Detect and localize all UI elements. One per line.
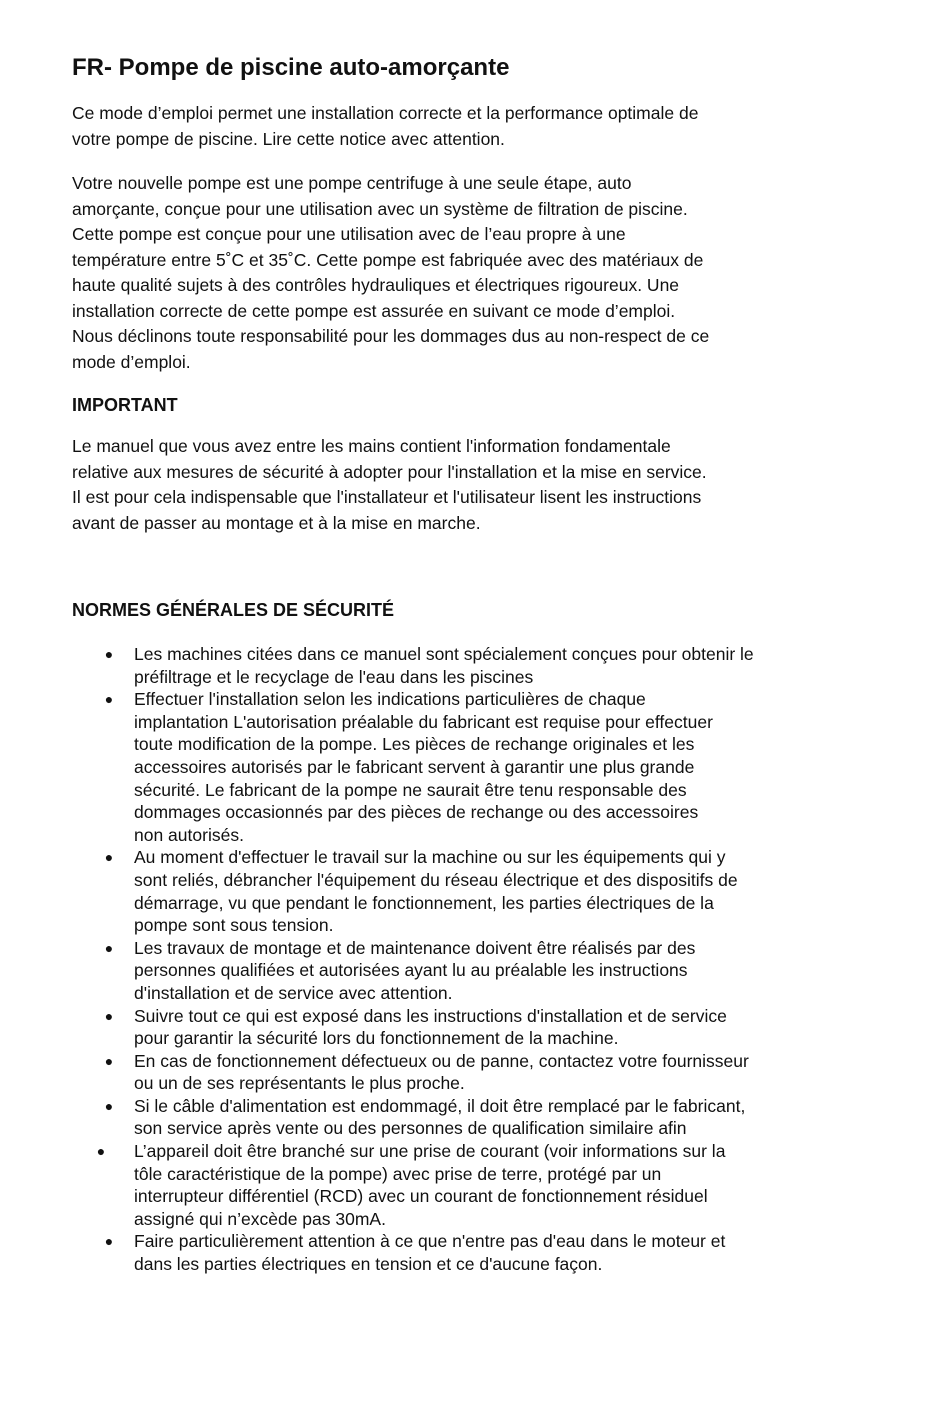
safety-item-line: Les travaux de montage et de maintenance doivent être réalisés par des <box>134 937 696 958</box>
safety-item-line: ou un de ses représentants le plus proche. <box>134 1073 465 1094</box>
important-line: Il est pour cela indispensable que l'installateur et l'utilisateur lisent les instructions <box>72 487 702 507</box>
safety-item-line: d'installation et de service avec attention. <box>134 982 453 1003</box>
safety-heading: NORMES GÉNÉRALES DE SÉCURITÉ <box>72 600 395 620</box>
safety-item-line: tôle caractéristique de la pompe) avec prise de terre, protégé par un <box>134 1163 662 1184</box>
important-line: avant de passer au montage et à la mise en marche. <box>72 512 481 533</box>
safety-list-item <box>72 846 852 936</box>
bullet-icon: ● <box>104 1052 114 1069</box>
description-line: Cette pompe est conçue pour une utilisation avec de l’eau propre à une <box>72 224 626 244</box>
safety-list-item <box>72 1005 852 1050</box>
safety-item-line: toute modification de la pompe. Les pièces de rechange originales et les <box>134 734 695 755</box>
page-title: FR- Pompe de piscine auto-amorçante <box>72 54 510 81</box>
safety-item-line: Suivre tout ce qui est exposé dans les instructions d'installation et de service <box>134 1005 727 1026</box>
important-paragraph <box>72 434 707 536</box>
description-paragraph <box>72 171 709 375</box>
safety-item-line: sécurité. Le fabricant de la pompe ne saurait être tenu responsable des <box>134 779 687 800</box>
intro-line: Ce mode d’emploi permet une installation correcte et la performance optimale de <box>72 103 699 123</box>
safety-list-item <box>72 643 852 688</box>
description-line: amorçante, conçue pour une utilisation avec un système de filtration de piscine. <box>72 198 688 219</box>
safety-item-line: accessoires autorisés par le fabricant servent à garantir une plus grande <box>134 756 695 777</box>
safety-item-line: pour garantir la sécurité lors du fonctionnement de la machine. <box>134 1028 619 1049</box>
important-line: relative aux mesures de sécurité à adopter pour l'installation et la mise en service. <box>72 461 707 482</box>
bullet-icon: ● <box>104 1233 114 1250</box>
safety-item-line: son service après vente ou des personnes de qualification similaire afin <box>134 1118 687 1139</box>
safety-item-line: démarrage, vu que pendant le fonctionnement, les parties électriques de la <box>134 892 714 913</box>
safety-list-item <box>72 1140 852 1230</box>
important-line: Le manuel que vous avez entre les mains contient l'information fondamentale <box>72 436 671 456</box>
bullet-icon: ● <box>104 1007 114 1024</box>
safety-list-item <box>72 1050 852 1095</box>
bullet-icon: ● <box>104 939 114 956</box>
intro-line: votre pompe de piscine. Lire cette notice avec attention. <box>72 128 505 149</box>
safety-item-line: Si le câble d'alimentation est endommagé, il doit être remplacé par le fabricant, <box>134 1095 746 1116</box>
safety-list-item <box>72 688 852 846</box>
description-line: installation correcte de cette pompe est assurée en suivant ce mode d’emploi. <box>72 300 676 321</box>
safety-item-line: Les machines citées dans ce manuel sont spécialement conçues pour obtenir le <box>134 644 754 664</box>
safety-item-line: Faire particulièrement attention à ce que n'entre pas d'eau dans le moteur et <box>134 1231 726 1252</box>
safety-item-line: L’appareil doit être branché sur une prise de courant (voir informations sur la <box>134 1141 726 1162</box>
description-line: Nous déclinons toute responsabilité pour les dommages dus au non-respect de ce <box>72 326 710 346</box>
safety-list-item <box>72 1095 852 1140</box>
safety-item-line: interrupteur différentiel (RCD) avec un courant de fonctionnement résiduel <box>134 1186 708 1207</box>
safety-item-line: préfiltrage et le recyclage de l'eau dans les piscines <box>134 666 534 687</box>
bullet-icon: ● <box>104 646 114 662</box>
safety-list-item <box>72 937 852 1005</box>
safety-item-line: dommages occasionnés par des pièces de rechange ou des accessoires <box>134 802 699 823</box>
safety-list-item <box>72 1230 852 1275</box>
safety-item-line: implantation L'autorisation préalable du fabricant est requise pour effectuer <box>134 711 713 732</box>
description-line: haute qualité sujets à des contrôles hydrauliques et électriques rigoureux. Une <box>72 275 680 295</box>
safety-item-line: dans les parties électriques en tension et ce d'aucune façon. <box>134 1254 603 1275</box>
description-line: température entre 5˚C et 35˚C. Cette pompe est fabriquée avec des matériaux de <box>72 249 704 270</box>
bullet-icon: ● <box>96 1143 106 1160</box>
safety-item-line: Au moment d'effectuer le travail sur la machine ou sur les équipements qui y <box>134 847 726 868</box>
bullet-icon: ● <box>104 1097 114 1114</box>
safety-item-line: pompe sont sous tension. <box>134 915 334 936</box>
safety-item-line: En cas de fonctionnement défectueux ou de panne, contactez votre fournisseur <box>134 1050 749 1071</box>
description-line: mode d’emploi. <box>72 351 191 372</box>
safety-item-line: sont reliés, débrancher l'équipement du réseau électrique et des dispositifs de <box>134 869 738 890</box>
intro-paragraph <box>72 101 698 152</box>
bullet-icon: ● <box>104 691 114 708</box>
safety-item-line: Effectuer l'installation selon les indications particulières de chaque <box>134 689 646 710</box>
important-heading: IMPORTANT <box>72 395 178 415</box>
bullet-icon: ● <box>104 849 114 866</box>
safety-item-line: personnes qualifiées et autorisées ayant lu au préalable les instructions <box>134 960 688 981</box>
safety-list <box>72 643 852 1276</box>
description-line: Votre nouvelle pompe est une pompe centrifuge à une seule étape, auto <box>72 173 632 193</box>
safety-item-line: non autorisés. <box>134 824 244 845</box>
safety-item-line: assigné qui n’excède pas 30mA. <box>134 1208 386 1229</box>
